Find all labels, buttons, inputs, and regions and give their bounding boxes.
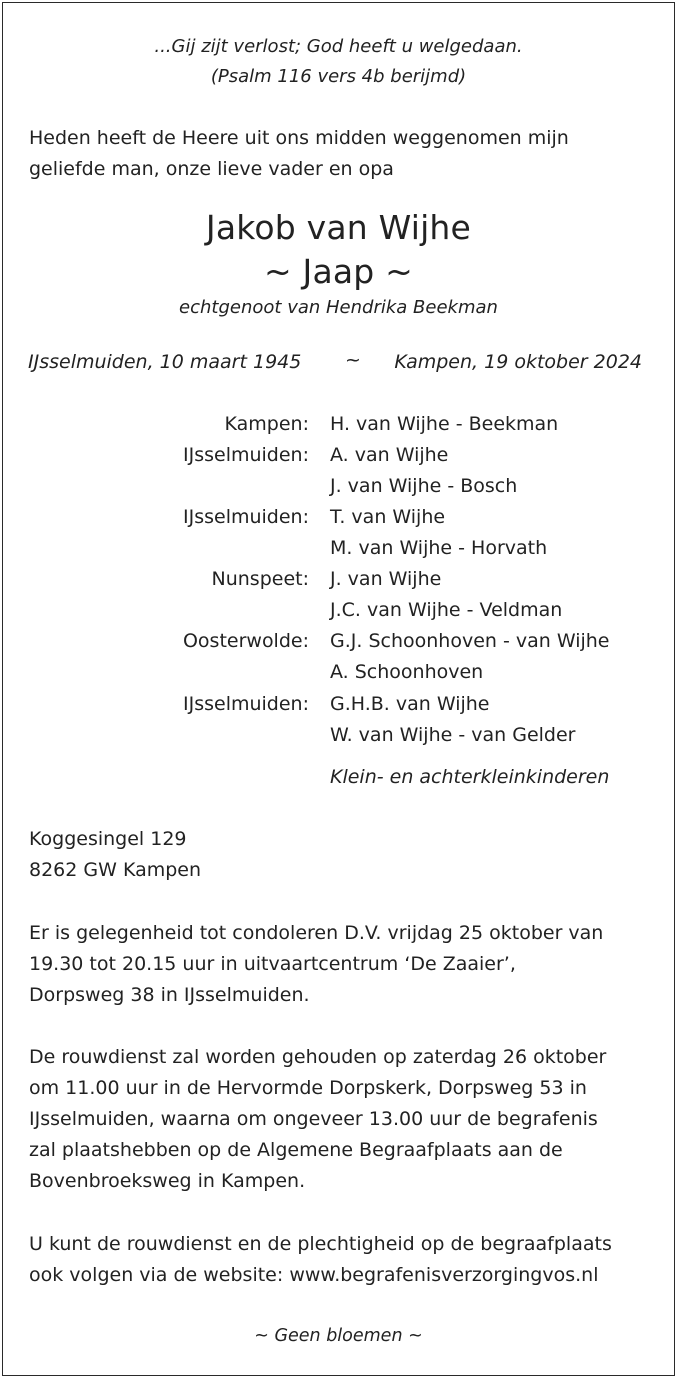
relative-name: G.J. Schoonhoven - van Wijhe [330, 630, 610, 652]
service-line: IJsselmuiden, waarna om ongeveer 13.00 uur de begrafenis [29, 1108, 598, 1130]
date-separator: ~ [345, 349, 361, 371]
quote-line-2: (Psalm 116 vers 4b berijmd) [210, 66, 467, 87]
birth-date: IJsselmuiden, 10 maart 1945 [28, 351, 302, 373]
address-postal: 8262 GW Kampen [29, 859, 202, 881]
service-line: zal plaatshebben op de Algemene Begraafplaats aan de [29, 1139, 563, 1161]
service-line: De rouwdienst zal worden gehouden op zaterdag 26 oktober [29, 1046, 607, 1068]
quote-line-1: ...Gij zijt verlost; God heeft u welgedaan. [154, 36, 523, 57]
obituary-notice [2, 2, 675, 1376]
grandchildren-line: Klein- en achterkleinkinderen [330, 766, 610, 788]
relative-city: IJsselmuiden: [183, 506, 309, 528]
livestream-line: ook volgen via de website: www.begrafenisverzorgingvos.nl [29, 1264, 599, 1286]
relative-city: IJsselmuiden: [183, 444, 309, 466]
relative-city: Oosterwolde: [182, 630, 309, 652]
relative-name: W. van Wijhe - van Gelder [330, 724, 576, 746]
condolence-line: 19.30 tot 20.15 uur in uitvaartcentrum ‘De Zaaier’, [29, 953, 516, 975]
intro-line-2: geliefde man, onze lieve vader en opa [29, 158, 394, 180]
relative-name: J.C. van Wijhe - Veldman [330, 599, 563, 621]
relative-name: G.H.B. van Wijhe [330, 693, 490, 715]
deceased-nickname: ~ Jaap ~ [263, 252, 413, 291]
relative-city: Kampen: [224, 413, 309, 435]
relative-city: IJsselmuiden: [183, 693, 309, 715]
service-line: om 11.00 uur in de Hervormde Dorpskerk, Dorpsweg 53 in [29, 1077, 587, 1099]
intro-line-1: Heden heeft de Heere uit ons midden weggenomen mijn [29, 127, 569, 149]
relative-name: A. van Wijhe [330, 444, 449, 466]
relative-name: J. van Wijhe [330, 568, 442, 590]
deceased-name: Jakob van Wijhe [205, 208, 472, 247]
relative-name: A. Schoonhoven [330, 661, 484, 683]
death-date: Kampen, 19 oktober 2024 [394, 351, 642, 373]
address-street: Koggesingel 129 [29, 828, 187, 850]
service-line: Bovenbroeksweg in Kampen. [29, 1170, 306, 1192]
relative-city: Nunspeet: [211, 568, 309, 590]
condolence-line: Er is gelegenheid tot condoleren D.V. vrijdag 25 oktober van [29, 922, 604, 944]
relative-name: J. van Wijhe - Bosch [330, 475, 518, 497]
relative-name: H. van Wijhe - Beekman [330, 413, 559, 435]
closing-line: ~ Geen bloemen ~ [254, 1326, 423, 1346]
spouse-line: echtgenoot van Hendrika Beekman [179, 297, 498, 318]
relative-name: M. van Wijhe - Horvath [330, 537, 548, 559]
livestream-line: U kunt de rouwdienst en de plechtigheid op de begraafplaats [29, 1233, 612, 1255]
condolence-line: Dorpsweg 38 in IJsselmuiden. [29, 984, 310, 1006]
relative-name: T. van Wijhe [330, 506, 446, 528]
